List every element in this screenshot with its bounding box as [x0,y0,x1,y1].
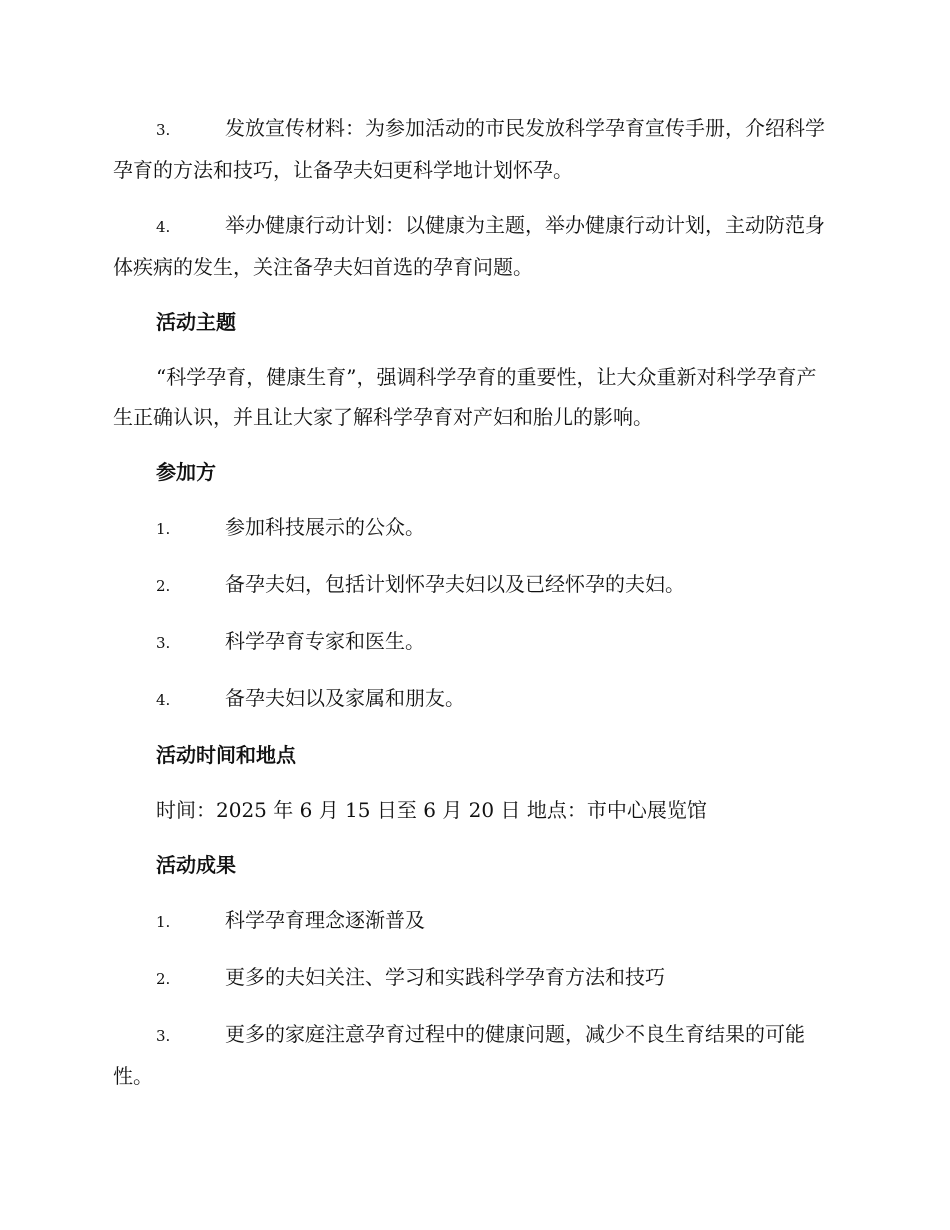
list-item [113,957,832,999]
list-number: 3. [156,121,171,139]
list-text: 举办健康行动计划：以健康为主题，举办健康行动计划，主动防范身体疾病的发生，关注备孕夫妇首选的孕育问题。 [113,213,825,279]
list-text: 更多的家庭注意孕育过程中的健康问题，减少不良生育结果的可能性。 [113,1022,805,1088]
list-item [113,1014,832,1096]
theme-paragraph: “科学孕育，健康生育”，强调科学孕育的重要性，让大众重新对科学孕育产生正确认识，并且让大家了解科学孕育对产妇和胎儿的影响。 [113,365,817,429]
list-item [113,108,832,190]
list-number: 4. [156,691,171,709]
section-heading-results: 活动成果 [156,853,236,877]
list-item [113,621,832,663]
list-text: 发放宣传材料：为参加活动的市民发放科学孕育宣传手册，介绍科学孕育的方法和技巧，让备孕夫妇更科学地计划怀孕。 [113,116,825,182]
list-item [113,205,832,287]
list-text: 更多的夫妇关注、学习和实践科学孕育方法和技巧 [225,965,665,989]
list-text: 科学孕育理念逐渐普及 [225,908,425,932]
time-place-text: 时间：2025 年 6 月 15 日至 6 月 20 日 地点：市中心展览馆 [156,798,707,822]
list-number: 4. [156,218,171,236]
list-text: 备孕夫妇，包括计划怀孕夫妇以及已经怀孕的夫妇。 [225,572,685,596]
list-item [113,900,832,942]
list-number: 1. [156,913,171,931]
list-number: 1. [156,520,171,538]
list-item [113,507,832,549]
list-item [113,564,832,606]
list-number: 3. [156,634,171,652]
section-heading-theme: 活动主题 [156,310,236,334]
list-text: 备孕夫妇以及家属和朋友。 [225,686,465,710]
list-number: 2. [156,970,171,988]
list-item [113,678,832,720]
list-text: 科学孕育专家和医生。 [225,629,425,653]
list-text: 参加科技展示的公众。 [225,515,425,539]
list-number: 3. [156,1027,171,1045]
section-heading-time-place: 活动时间和地点 [156,743,296,767]
list-number: 2. [156,577,171,595]
section-heading-participants: 参加方 [156,460,216,484]
